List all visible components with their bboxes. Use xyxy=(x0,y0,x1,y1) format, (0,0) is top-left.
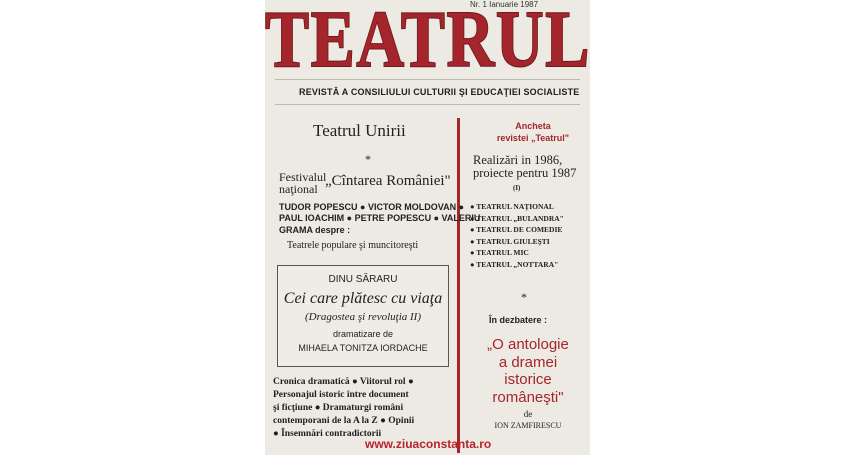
festival-line-2: naţional xyxy=(279,182,318,196)
feature-box xyxy=(277,265,449,367)
list-item: ● TEATRUL NAŢIONAL xyxy=(470,202,554,211)
part-number: (I) xyxy=(513,184,521,192)
ancheta-heading xyxy=(483,120,583,144)
antologie-line: româneşti" xyxy=(492,388,564,406)
box-author: DINU SĂRARU xyxy=(328,274,398,285)
star-separator: * xyxy=(521,290,527,304)
names-line-3: GRAMA despre : xyxy=(279,225,351,235)
contents-line-2: Personajul istoric între document xyxy=(273,390,409,400)
realizari-line-1: Realizări in 1986, xyxy=(473,153,563,167)
heading-teatrul-unirii: Teatrul Unirii xyxy=(313,121,406,140)
antologie-line: a dramei xyxy=(498,353,558,371)
subtitle: REVISTĂ A CONSILIULUI CULTURII ŞI EDUCAŢIEI SOCIALISTE xyxy=(299,87,580,97)
divider-top xyxy=(275,79,580,80)
watermark: www.ziuaconstanta.ro xyxy=(365,437,492,451)
byline-de: de xyxy=(523,409,533,419)
contents-line-3: şi ficţiune ● Dramaturgi români xyxy=(273,403,404,413)
box-adapter: MIHAELA TONITZA IORDACHE xyxy=(298,343,428,353)
realizari-heading xyxy=(473,154,576,180)
ancheta-line-1: Ancheta xyxy=(515,121,551,131)
antologie-title xyxy=(473,336,583,406)
dezbatere-heading: În dezbatere : xyxy=(489,315,548,325)
realizari-line-2: proiecte pentru 1987 xyxy=(473,166,577,180)
antologie-line: istorice xyxy=(504,371,552,388)
contents-line-5: ● Însemnări contradictorii xyxy=(273,429,382,439)
star-separator: * xyxy=(365,152,371,166)
list-item: ● TEATRUL DE COMEDIE xyxy=(470,225,563,234)
ancheta-line-2: revistei „Teatrul" xyxy=(496,133,570,143)
list-item: ● TEATRUL GIULEŞTI xyxy=(470,236,550,246)
divider-middle xyxy=(275,104,580,105)
box-dramatizare: dramatizare de xyxy=(332,329,394,339)
contents-line-4: contemporani de la A la Z ● Opinii xyxy=(273,416,415,426)
byline-author: ION ZAMFIRESCU xyxy=(494,421,562,430)
teatrele-populare: Teatrele populare şi muncitoreşti xyxy=(287,240,419,251)
box-subtitle: (Dragostea şi revoluţia II) xyxy=(305,311,421,323)
festival-name: „Cîntarea României" xyxy=(325,173,451,189)
theatre-list xyxy=(470,202,564,271)
names-line-2: PAUL IOACHIM ● PETRE POPESCU ● VALERIU xyxy=(279,213,481,223)
masthead-outline: TEATRUL xyxy=(265,2,591,72)
box-title: Cei care plătesc cu viaţa xyxy=(283,290,443,307)
issue-line: Nr. 1 Ianuarie 1987 xyxy=(470,0,539,9)
list-item: ● TEATRUL MIC xyxy=(470,248,529,257)
contents-line-1: Cronica dramatică ● Viitorul rol ● xyxy=(273,377,414,387)
list-item: ● TEATRUL „NOTTARA" xyxy=(470,259,559,269)
names-line-1: TUDOR POPESCU ● VICTOR MOLDOVAN ● xyxy=(279,202,465,212)
masthead-title xyxy=(265,2,590,72)
masthead-text: TEATRUL xyxy=(265,2,591,72)
list-item: ● TEATRUL „BULANDRA" xyxy=(470,213,564,223)
festival-line-1: Festivalul xyxy=(279,170,327,184)
magazine-cover xyxy=(265,0,590,455)
column-divider xyxy=(457,118,460,453)
antologie-line: „O antologie xyxy=(487,336,569,353)
